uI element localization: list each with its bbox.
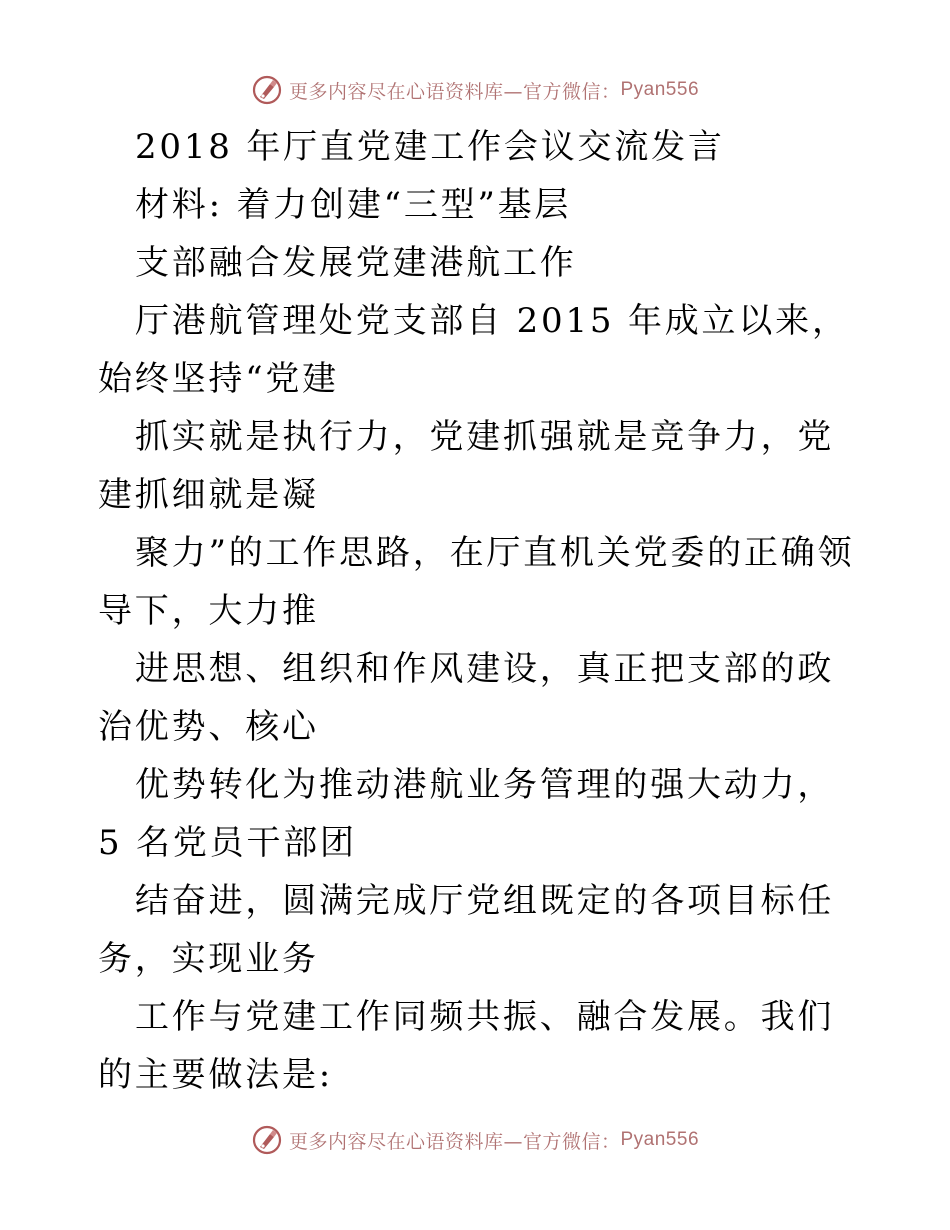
paragraph-body: 优势转化为推动港航业务管理的强大动力，5 名党员干部团 [98, 765, 835, 863]
watermark-wechat-id: Pyan556 [620, 1129, 700, 1150]
paragraph-title: 2018 年厅直党建工作会议交流发言 [135, 127, 725, 167]
paragraph-body: 工作与党建工作同频共振、融合发展。我们的主要做法是: [98, 997, 835, 1095]
watermark-wechat-id: Pyan556 [620, 79, 700, 100]
watermark-footer [0, 1120, 950, 1160]
watermark-text: 更多内容尽在心语资料库—官方微信： [288, 80, 621, 103]
document-body [98, 118, 858, 1104]
paragraph-body: 聚力”的工作思路，在厅直机关党委的正确领导下，大力推 [98, 533, 855, 631]
paragraph-body: 厅港航管理处党支部自 2015 年成立以来，始终坚持“党建 [98, 301, 849, 399]
pen-nib-logo-icon [251, 74, 283, 106]
pen-nib-logo-icon [251, 1124, 283, 1156]
watermark-header [0, 70, 950, 110]
paragraph-subtitle: 材料: 着力创建“三型”基层 [135, 185, 572, 225]
paragraph-body: 抓实就是执行力，党建抓强就是竞争力，党建抓细就是凝 [98, 417, 835, 515]
watermark-text: 更多内容尽在心语资料库—官方微信： [288, 1130, 621, 1153]
paragraph-body: 结奋进，圆满完成厅党组既定的各项目标任务，实现业务 [98, 881, 835, 979]
paragraph-subtitle-continued: 支部融合发展党建港航工作 [135, 243, 577, 283]
paragraph-body: 进思想、组织和作风建设，真正把支部的政治优势、核心 [98, 649, 835, 747]
